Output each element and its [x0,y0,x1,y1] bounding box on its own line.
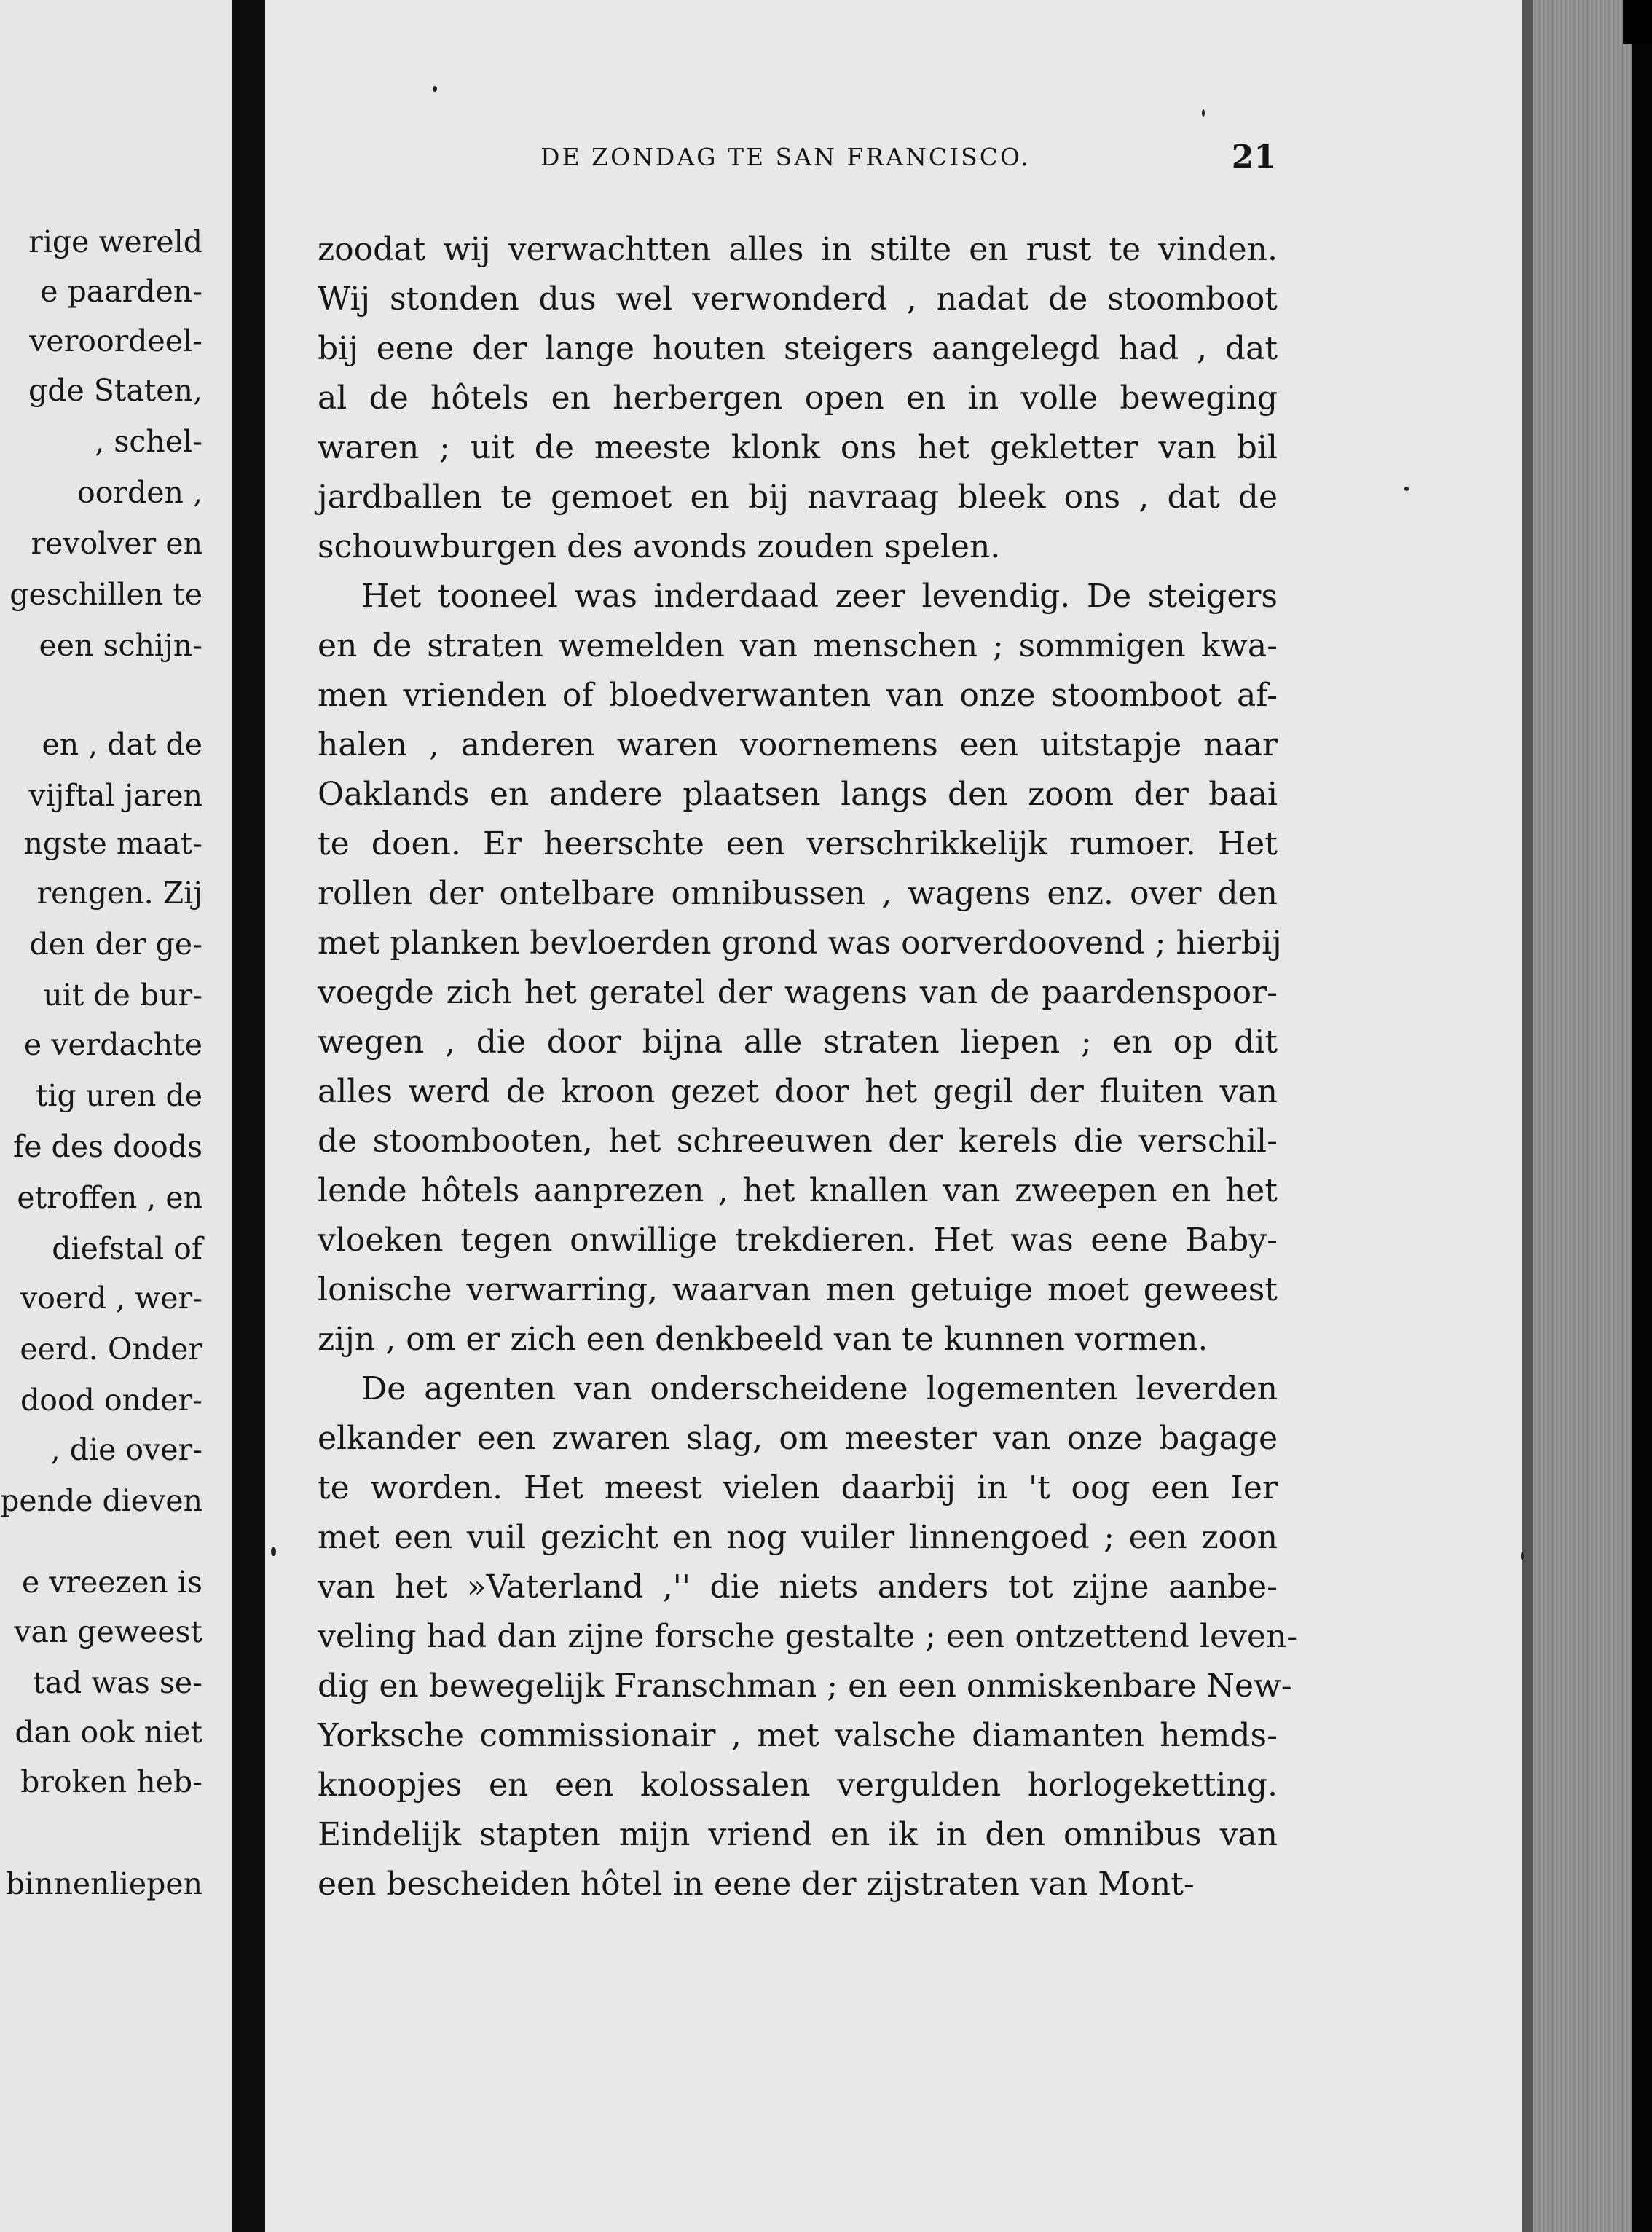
left-page-line: tad was se- [33,1665,202,1700]
left-page-line: , die over- [50,1432,202,1467]
left-page-line: etroffen , en [17,1180,202,1215]
left-page-line: gde Staten, [28,373,202,408]
text-line: van het »Vaterland ,'' die niets anders tot zijne aanbe- [318,1568,1278,1606]
book-gutter [232,0,265,2232]
speck [271,1547,276,1556]
left-page-line: vijftal jaren [28,778,202,813]
text-line: rollen der ontelbare omnibussen , wagens enz. over den [318,875,1278,912]
left-page-line: e paarden- [40,274,202,309]
speck [1404,487,1409,491]
text-line: Oaklands en andere plaatsen langs den zoom der baai [318,776,1278,813]
left-page-line: binnenliepen [5,1866,202,1901]
left-page-line: ngste maat- [23,826,202,861]
left-page-line: den der ge- [29,927,202,962]
left-page-line: e vreezen is [21,1565,202,1600]
text-line: De agenten van onderscheidene logementen leverden [361,1370,1278,1407]
speck [1521,1552,1524,1560]
text-line: zoodat wij verwachtten alles in stilte en rust te vinden. [318,231,1278,268]
left-page-line: geschillen te [9,577,202,612]
left-page-line: rengen. Zij [36,876,202,911]
left-page-line: pende dieven [0,1483,202,1518]
page-header [540,138,1276,178]
text-line: met planken bevloerden grond was oorverdoovend ; hierbij [318,924,1282,962]
left-page-line: een schijn- [39,628,202,663]
left-page-line: tig uren de [35,1078,202,1113]
text-line: elkander een zwaren slag, om meester van onze bagage [318,1420,1278,1457]
left-page-line: veroordeel- [29,323,202,358]
left-page-line: en , dat de [42,727,202,762]
text-line: schouwburgen des avonds zouden spelen. [318,528,1001,565]
text-line: waren ; uit de meeste klonk ons het gekletter van bil [318,429,1278,466]
text-line: knoopjes en een kolossalen vergulden horlogeketting. [318,1767,1278,1804]
text-line: jardballen te gemoet en bij navraag bleek ons , dat de [318,479,1278,516]
text-line: al de hôtels en herbergen open en in volle beweging [318,380,1278,417]
text-line: Yorksche commissionair , met valsche diamanten hemds- [318,1717,1278,1754]
text-line: Het tooneel was inderdaad zeer levendig. De steigers [361,578,1278,615]
left-page-line: revolver en [31,526,202,561]
text-line: Wij stonden dus wel verwonderd , nadat de stoomboot [318,280,1278,318]
text-line: vloeken tegen onwillige trekdieren. Het was eene Baby- [318,1222,1278,1259]
text-line: bij eene der lange houten steigers aangelegd had , dat [318,330,1278,367]
text-line: alles werd de kroon gezet door het gegil der fluiten van [318,1073,1278,1110]
left-page-line: , schel- [95,424,202,459]
left-page-line: uit de bur- [43,978,202,1013]
text-line: wegen , die door bijna alle straten liepen ; en op dit [318,1023,1278,1061]
text-line: Eindelijk stapten mijn vriend en ik in den omnibus van [318,1816,1278,1853]
text-line: veling had dan zijne forsche gestalte ; een ontzettend leven- [318,1618,1298,1655]
text-line: voegde zich het geratel der wagens van de paardenspoor- [318,974,1278,1011]
text-line: te doen. Er heerschte een verschrikkelijk rumoer. Het [318,825,1278,862]
text-line: zijn , om er zich een denkbeeld van te kunnen vormen. [318,1321,1208,1358]
left-page-line: dan ook niet [15,1715,202,1750]
left-page-line: van geweest [14,1614,202,1649]
left-page-line: dood onder- [20,1383,202,1418]
page-number: 21 [1231,138,1276,176]
page-edges [1522,0,1632,2232]
text-line: en de straten wemelden van menschen ; sommigen kwa- [318,627,1278,664]
text-line: men vrienden of bloedverwanten van onze stoomboot af- [318,677,1278,714]
left-page-line: e verdachte [23,1027,202,1062]
page-edges-shadow [1522,0,1533,2232]
text-line: de stoombooten, het schreeuwen der kerels die verschil- [318,1123,1278,1160]
left-page-line: diefstal of [52,1231,202,1266]
text-line: met een vuil gezicht en nog vuiler linnengoed ; een zoon [318,1519,1278,1556]
left-page-line: voerd , wer- [20,1281,202,1316]
left-page-line: oorden , [77,475,202,510]
speck [1202,109,1205,117]
text-line: halen , anderen waren voornemens een uitstapje naar [318,726,1278,763]
left-page-line: eerd. Onder [20,1332,202,1367]
text-line: te worden. Het meest vielen daarbij in 't oog een Ier [318,1469,1278,1506]
running-title: DE ZONDAG TE SAN FRANCISCO. [540,143,1031,171]
left-page-line: fe des doods [13,1129,202,1164]
text-line: lende hôtels aanprezen , het knallen van zweepen en het [318,1172,1278,1209]
speck [433,86,437,92]
left-page [0,0,232,2232]
text-line: dig en bewegelijk Franschman ; en een onmiskenbare New- [318,1667,1292,1705]
text-line: een bescheiden hôtel in eene der zijstraten van Mont- [318,1866,1195,1903]
left-page-line: rige wereld [28,224,202,259]
scan-corner [1623,0,1652,44]
left-page-line: broken heb- [20,1764,202,1799]
scan-border [1632,0,1652,2232]
text-line: lonische verwarring, waarvan men getuige moet geweest [318,1271,1278,1308]
